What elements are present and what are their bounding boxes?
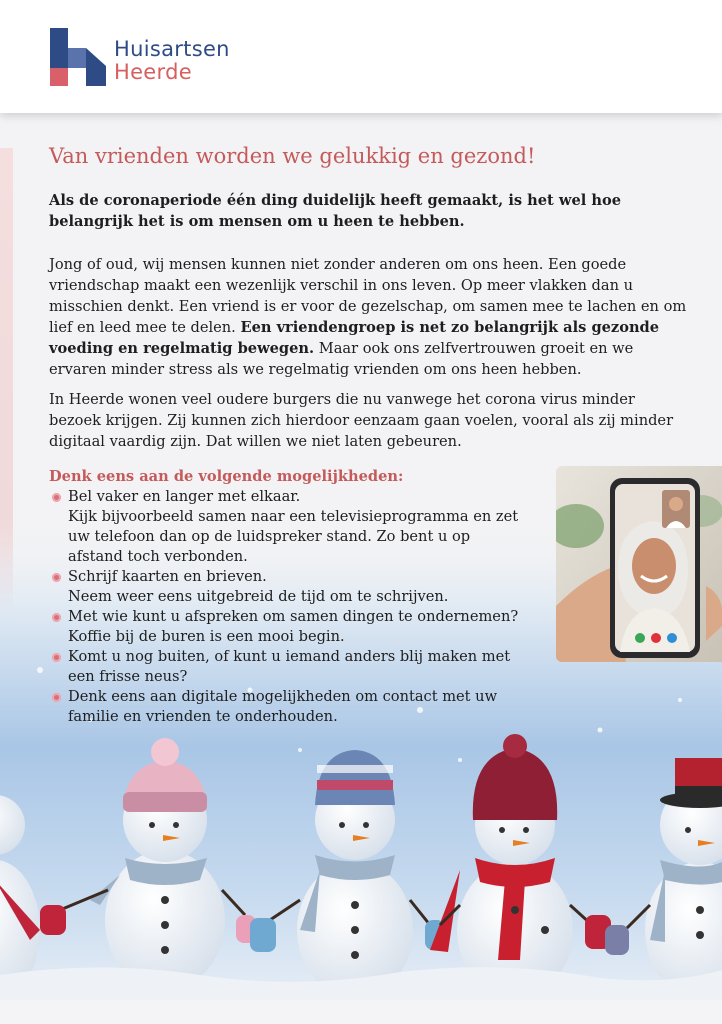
article-title-wrap — [49, 140, 689, 172]
list-item — [49, 607, 529, 647]
tip-line-1: Schrijf kaarten en brieven. — [68, 568, 267, 585]
paragraph-2: In Heerde wonen veel oudere burgers die nu vanwege het corona virus minder bezoek krijgen. Zij kunnen zich hierdoor eenzaam gaan voelen, vooral als zij minder digitaal vaardig zijn. Dat willen we niet laten gebeuren. — [49, 391, 674, 450]
huisartsen-heerde-logo-icon — [48, 28, 108, 88]
tip-line-2: Neem weer eens uitgebreid de tijd om te schrijven. — [68, 588, 449, 605]
brand-line-2: Heerde — [114, 60, 192, 84]
bullet-icon — [52, 573, 61, 582]
tip-line-1: Bel vaker en langer met elkaar. — [68, 488, 301, 505]
page-header — [0, 0, 722, 113]
video-call-photo — [556, 466, 722, 662]
paragraph-1-part-a: Jong of oud, wij mensen kunnen niet zonder anderen om ons heen. Een goede vriendschap maakt een wezenlijk verschil in ons leven. Op meer vlakken dan u misschien denkt. Een vriend is er voor de gezelschap, om samen mee te lachen en om lief en leed mee te delen. — [49, 256, 687, 336]
bullet-icon — [52, 653, 61, 662]
tip-line-1: Denk eens aan digitale mogelijkheden om contact met uw familie en vrienden te onderhouden. — [68, 688, 498, 725]
tips-list — [49, 487, 529, 727]
list-item — [49, 647, 529, 687]
bullet-icon — [52, 693, 61, 702]
tips-heading: Denk eens aan de volgende mogelijkheden: — [49, 468, 404, 485]
paragraph-1-part-b: Maar ook ons zelfvertrouwen groeit en we ervaren minder stress als we regelmatig vrienden om ons heen hebben. — [49, 340, 634, 378]
tip-line-2: Kijk bijvoorbeeld samen naar een televisieprogramma en zet uw telefoon dan op de luidspreker stand. Zo bent u op afstand toch verbonden. — [68, 508, 519, 565]
article-lead: Als de coronaperiode één ding duidelijk heeft gemaakt, is het wel hoe belangrijk het is om mensen om u heen te hebben. — [49, 192, 621, 230]
tip-line-2: Koffie bij de buren is een mooi begin. — [68, 628, 345, 645]
paragraph-1 — [49, 254, 689, 380]
list-item — [49, 687, 529, 727]
list-item — [49, 487, 529, 567]
bullet-icon — [52, 613, 61, 622]
paragraph-1-bold: Een vriendengroep is net zo belangrijk als gezonde voeding en regelmatig bewegen. — [49, 319, 660, 357]
tip-line-1: Met wie kunt u afspreken om samen dingen te ondernemen? — [68, 608, 519, 625]
brand-line-1: Huisartsen — [114, 37, 230, 61]
brand-name — [114, 38, 230, 84]
tip-line-1: Komt u nog buiten, of kunt u iemand anders blij maken met een frisse neus? — [68, 648, 511, 685]
list-item — [49, 567, 529, 607]
article-title: Van vrienden worden we gelukkig en gezond! — [49, 144, 536, 168]
bullet-icon — [52, 493, 61, 502]
